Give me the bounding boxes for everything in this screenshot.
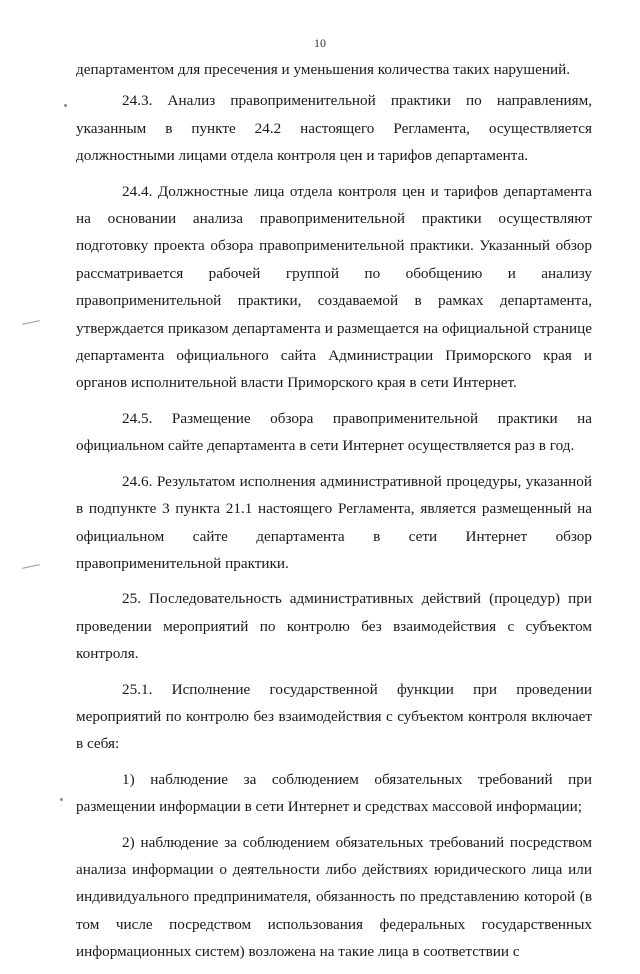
paragraph-24-6: 24.6. Результатом исполнения административной процедуры, указанной в подпункте 3 пункта 21.1 настоящего Регламента, является размещенный на официальном сайте департамента в сети Интернет обзор правоприменительной практики.	[76, 472, 592, 572]
paragraph-continuation: департаментом для пресечения и уменьшения количества таких нарушений.	[76, 61, 571, 78]
margin-mark	[22, 564, 40, 570]
paragraph-24-4: 24.4. Должностные лица отдела контроля цен и тарифов департамента на основании анализа правоприменительной практики осуществляют подготовку проекта обзора правоприменительной практики. Указанный обзор рассматривается рабочей группой по обобщению и анализу правоприменительной практики, создаваемой в рамках департамента, утверждается приказом департамента и размещается на официальной странице департамента официального сайта Администрации Приморского края и органов исполнительной власти Приморского края в сети Интернет.	[76, 182, 592, 392]
list-item-1: 1) наблюдение за соблюдением обязательных требований при размещении информации в сети Интернет и средствах массовой информации;	[76, 770, 592, 816]
margin-dot	[60, 798, 63, 801]
margin-dot	[64, 104, 67, 107]
document-body	[76, 56, 592, 974]
paragraph-24-5: 24.5. Размещение обзора правоприменительной практики на официальном сайте департамента в сети Интернет осуществляется раз в год.	[76, 409, 592, 455]
list-item-2: 2) наблюдение за соблюдением обязательных требований посредством анализа информации о деятельности либо действиях юридического лица или индивидуального предпринимателя, обязанность по представлению которой (в том числе посредством использования федеральных государственных информационных систем) возложена на такие лица в соответствии с	[76, 833, 592, 961]
paragraph-25-1: 25.1. Исполнение государственной функции при проведении мероприятий по контролю без взаимодействия с субъектом контроля включает в себя:	[76, 680, 592, 753]
margin-mark	[22, 320, 40, 326]
paragraph-24-3: 24.3. Анализ правоприменительной практики по направлениям, указанным в пункте 24.2 настоящего Регламента, осуществляется должностными лицами отдела контроля цен и тарифов департамента.	[76, 92, 592, 165]
page-number: 10	[314, 36, 326, 50]
paragraph-25: 25. Последовательность административных действий (процедур) при проведении мероприятий по контролю без взаимодействия с субъектом контроля.	[76, 590, 592, 663]
